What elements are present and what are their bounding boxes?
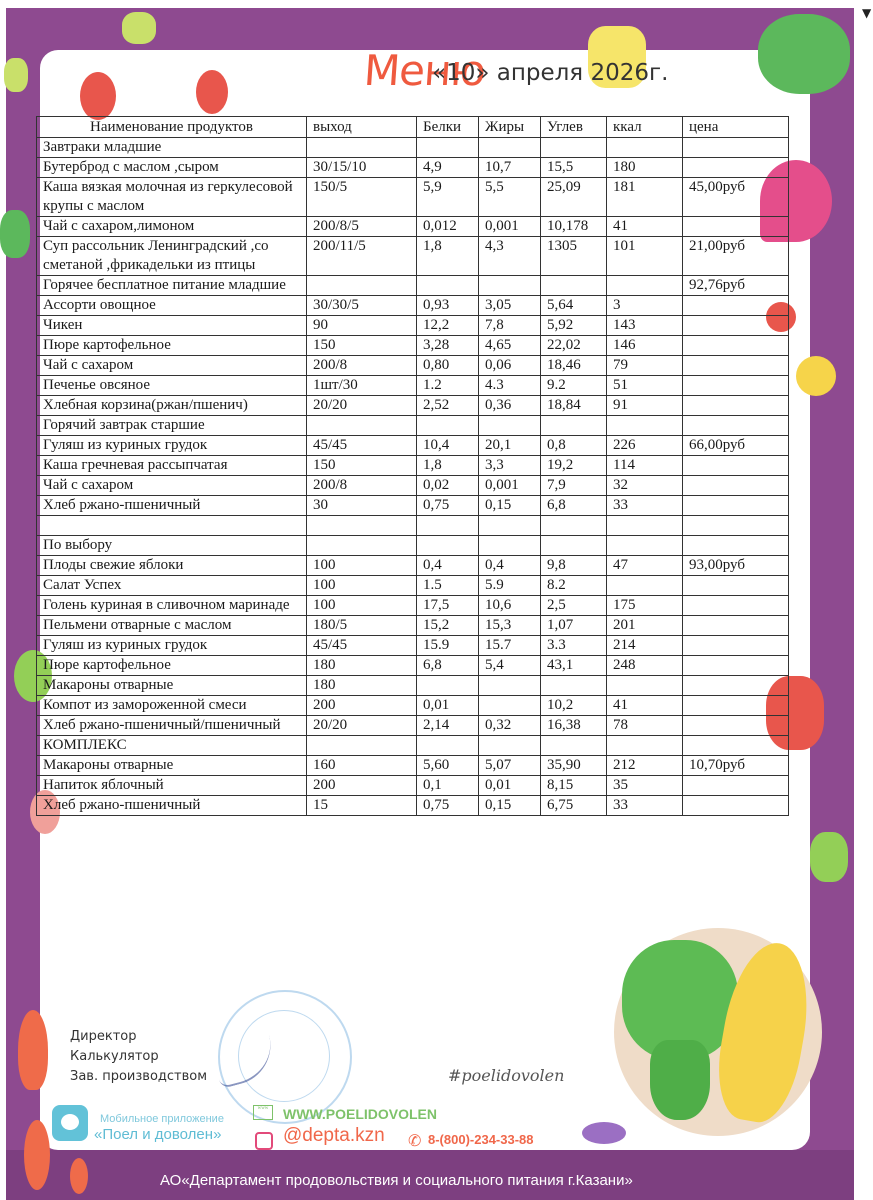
mobile-app-caption: Мобильное приложение — [100, 1113, 224, 1125]
protein-cell: 1,8 — [417, 237, 479, 276]
kcal-cell: 143 — [607, 316, 683, 336]
fat-cell — [479, 138, 541, 158]
output-cell — [307, 536, 417, 556]
protein-cell — [417, 416, 479, 436]
carbs-cell: 1,07 — [541, 616, 607, 636]
instagram-icon — [255, 1132, 273, 1150]
protein-cell: 0,1 — [417, 776, 479, 796]
protein-cell: 0,01 — [417, 696, 479, 716]
empty-cell — [683, 516, 789, 536]
cucumber-slice-icon — [758, 14, 850, 94]
protein-cell: 15.9 — [417, 636, 479, 656]
price-cell — [683, 396, 789, 416]
item-name: Голень куриная в сливочном маринаде — [37, 596, 307, 616]
price-cell: 66,00руб — [683, 436, 789, 456]
menu-table — [36, 116, 789, 816]
kcal-cell — [607, 576, 683, 596]
fat-cell: 5,4 — [479, 656, 541, 676]
item-name: Пюре картофельное — [37, 336, 307, 356]
empty-cell — [541, 516, 607, 536]
output-cell — [307, 416, 417, 436]
website-icon: www — [253, 1105, 273, 1120]
item-name: Пюре картофельное — [37, 656, 307, 676]
price-cell — [683, 336, 789, 356]
table-row — [37, 436, 789, 456]
carbs-cell: 5,92 — [541, 316, 607, 336]
fat-cell: 15.7 — [479, 636, 541, 656]
empty-cell — [37, 516, 307, 536]
section-row — [37, 736, 789, 756]
fat-cell: 3,05 — [479, 296, 541, 316]
price-cell — [683, 496, 789, 516]
item-name: Пельмени отварные с маслом — [37, 616, 307, 636]
candy-character-icon — [582, 1122, 626, 1144]
carbs-cell: 43,1 — [541, 656, 607, 676]
table-row — [37, 676, 789, 696]
fat-cell — [479, 676, 541, 696]
output-cell: 200/11/5 — [307, 237, 417, 276]
table-row — [37, 696, 789, 716]
fat-cell: 5,5 — [479, 178, 541, 217]
organization-name: АО«Департамент продовольствия и социального питания г.Казани» — [160, 1172, 633, 1189]
fat-cell: 5,07 — [479, 756, 541, 776]
kcal-cell: 248 — [607, 656, 683, 676]
carbs-cell: 10,2 — [541, 696, 607, 716]
kcal-cell: 33 — [607, 496, 683, 516]
column-header-price: цена — [683, 117, 789, 138]
price-cell: 45,00руб — [683, 178, 789, 217]
item-name: Хлебная корзина(ржан/пшенич) — [37, 396, 307, 416]
section-title: Горячее бесплатное питание младшие — [37, 276, 307, 296]
item-name: Компот из замороженной смеси — [37, 696, 307, 716]
table-row — [37, 456, 789, 476]
protein-cell: 5,9 — [417, 178, 479, 217]
output-cell: 30/30/5 — [307, 296, 417, 316]
price-cell — [683, 296, 789, 316]
empty-row — [37, 516, 789, 536]
column-header-name: Наименование продуктов — [37, 117, 307, 138]
protein-cell: 2,52 — [417, 396, 479, 416]
carbs-cell — [541, 138, 607, 158]
output-cell: 180 — [307, 676, 417, 696]
fat-cell: 4,65 — [479, 336, 541, 356]
output-cell: 15 — [307, 796, 417, 816]
kcal-cell: 201 — [607, 616, 683, 636]
output-cell — [307, 138, 417, 158]
fat-cell — [479, 536, 541, 556]
scan-edge-mark: ▼ — [862, 6, 872, 20]
kcal-cell: 114 — [607, 456, 683, 476]
item-name: Каша вязкая молочная из геркулесовой крупы с маслом — [37, 178, 307, 217]
item-name: Макароны отварные — [37, 676, 307, 696]
price-cell — [683, 736, 789, 756]
carbs-cell: 25,09 — [541, 178, 607, 217]
carbs-cell: 18,46 — [541, 356, 607, 376]
lettuce-decoration-icon — [122, 12, 156, 44]
price-cell — [683, 376, 789, 396]
kcal-cell: 32 — [607, 476, 683, 496]
kcal-cell — [607, 736, 683, 756]
empty-cell — [307, 516, 417, 536]
protein-cell: 5,60 — [417, 756, 479, 776]
output-cell: 200/8 — [307, 356, 417, 376]
output-cell: 90 — [307, 316, 417, 336]
protein-cell: 6,8 — [417, 656, 479, 676]
kcal-cell: 91 — [607, 396, 683, 416]
kcal-cell: 214 — [607, 636, 683, 656]
menu-title: Меню — [362, 46, 487, 95]
output-cell: 180 — [307, 656, 417, 676]
protein-cell: 0,75 — [417, 796, 479, 816]
table-row — [37, 237, 789, 276]
table-row — [37, 178, 789, 217]
table-row — [37, 796, 789, 816]
signature-block — [70, 1027, 207, 1087]
menu-table-body — [37, 138, 789, 816]
carbs-cell: 19,2 — [541, 456, 607, 476]
carbs-cell: 10,178 — [541, 217, 607, 237]
output-cell: 100 — [307, 556, 417, 576]
protein-cell: 0,93 — [417, 296, 479, 316]
fat-cell: 20,1 — [479, 436, 541, 456]
section-row — [37, 416, 789, 436]
carrot-character-icon — [70, 1158, 88, 1194]
protein-cell: 0,02 — [417, 476, 479, 496]
table-row — [37, 756, 789, 776]
carbs-cell: 22,02 — [541, 336, 607, 356]
protein-cell: 12,2 — [417, 316, 479, 336]
table-row — [37, 217, 789, 237]
website-link[interactable]: WWW.POELIDOVOLEN — [283, 1106, 437, 1122]
output-cell: 200 — [307, 776, 417, 796]
carbs-cell: 6,75 — [541, 796, 607, 816]
item-name: Бутерброд с маслом ,сыром — [37, 158, 307, 178]
fat-cell: 4,3 — [479, 237, 541, 276]
carbs-cell: 15,5 — [541, 158, 607, 178]
carrot-character-icon — [24, 1120, 50, 1190]
protein-cell — [417, 276, 479, 296]
fat-cell: 0,4 — [479, 556, 541, 576]
fat-cell — [479, 696, 541, 716]
table-row — [37, 376, 789, 396]
output-cell: 100 — [307, 576, 417, 596]
output-cell: 150 — [307, 456, 417, 476]
kcal-cell: 79 — [607, 356, 683, 376]
fat-cell: 4.3 — [479, 376, 541, 396]
price-cell: 93,00руб — [683, 556, 789, 576]
kcal-cell: 78 — [607, 716, 683, 736]
smiley-character-icon — [796, 356, 836, 396]
protein-cell — [417, 138, 479, 158]
section-title: Завтраки младшие — [37, 138, 307, 158]
kcal-cell: 181 — [607, 178, 683, 217]
kcal-cell — [607, 676, 683, 696]
table-row — [37, 576, 789, 596]
price-cell: 21,00руб — [683, 237, 789, 276]
kcal-cell: 175 — [607, 596, 683, 616]
section-row — [37, 138, 789, 158]
carbs-cell: 16,38 — [541, 716, 607, 736]
output-cell: 200/8/5 — [307, 217, 417, 237]
protein-cell: 15,2 — [417, 616, 479, 636]
protein-cell — [417, 736, 479, 756]
table-row — [37, 496, 789, 516]
carbs-cell — [541, 736, 607, 756]
protein-cell — [417, 536, 479, 556]
fat-cell: 0,15 — [479, 796, 541, 816]
price-cell — [683, 138, 789, 158]
item-name: Чай с сахаром — [37, 356, 307, 376]
output-cell: 30/15/10 — [307, 158, 417, 178]
carbs-cell: 5,64 — [541, 296, 607, 316]
protein-cell: 10,4 — [417, 436, 479, 456]
table-row — [37, 476, 789, 496]
output-cell: 20/20 — [307, 716, 417, 736]
item-name: Чай с сахаром — [37, 476, 307, 496]
tomato-character-icon — [80, 72, 116, 120]
price-cell — [683, 158, 789, 178]
carbs-cell: 0,8 — [541, 436, 607, 456]
fat-cell: 7,8 — [479, 316, 541, 336]
kcal-cell: 41 — [607, 696, 683, 716]
item-name: Салат Успех — [37, 576, 307, 596]
column-header-carbs: Углев — [541, 117, 607, 138]
price-cell — [683, 456, 789, 476]
carbs-cell: 9.2 — [541, 376, 607, 396]
hashtag-text: #poelidovolen — [448, 1066, 565, 1085]
phone-number[interactable]: 8-(800)-234-33-88 — [428, 1132, 534, 1147]
kcal-cell: 51 — [607, 376, 683, 396]
table-row — [37, 158, 789, 178]
item-name: Хлеб ржано-пшеничный — [37, 796, 307, 816]
empty-cell — [607, 516, 683, 536]
mobile-app-name: «Поел и доволен» — [94, 1126, 222, 1143]
output-cell: 45/45 — [307, 636, 417, 656]
fat-cell: 5.9 — [479, 576, 541, 596]
price-cell: 92,76руб — [683, 276, 789, 296]
director-label: Директор — [70, 1029, 137, 1044]
price-cell — [683, 356, 789, 376]
price-cell — [683, 416, 789, 436]
table-row — [37, 296, 789, 316]
table-row — [37, 776, 789, 796]
kcal-cell — [607, 416, 683, 436]
carbs-cell — [541, 536, 607, 556]
kcal-cell: 146 — [607, 336, 683, 356]
carbs-cell: 3.3 — [541, 636, 607, 656]
output-cell: 100 — [307, 596, 417, 616]
carbs-cell: 8.2 — [541, 576, 607, 596]
empty-cell — [479, 516, 541, 536]
output-cell: 30 — [307, 496, 417, 516]
price-cell — [683, 536, 789, 556]
protein-cell: 0,75 — [417, 496, 479, 516]
kcal-cell: 33 — [607, 796, 683, 816]
price-cell — [683, 476, 789, 496]
calculator-label: Калькулятор — [70, 1049, 159, 1064]
table-row — [37, 616, 789, 636]
output-cell: 150/5 — [307, 178, 417, 217]
lettuce-decoration-icon — [4, 58, 28, 92]
menu-date: «10» апреля 2026г. — [432, 60, 669, 86]
fat-cell: 10,6 — [479, 596, 541, 616]
table-header-row — [37, 117, 789, 138]
phone-icon: ✆ — [408, 1131, 422, 1150]
kcal-cell: 101 — [607, 237, 683, 276]
fat-cell: 0,32 — [479, 716, 541, 736]
kcal-cell: 47 — [607, 556, 683, 576]
table-row — [37, 356, 789, 376]
column-header-fat: Жиры — [479, 117, 541, 138]
fat-cell: 0,001 — [479, 217, 541, 237]
price-cell — [683, 636, 789, 656]
fat-cell: 0,15 — [479, 496, 541, 516]
item-name: Печенье овсяное — [37, 376, 307, 396]
fat-cell: 10,7 — [479, 158, 541, 178]
price-cell — [683, 776, 789, 796]
fat-cell: 0,36 — [479, 396, 541, 416]
item-name: Чикен — [37, 316, 307, 336]
fat-cell — [479, 416, 541, 436]
price-cell — [683, 656, 789, 676]
price-cell — [683, 716, 789, 736]
section-row — [37, 276, 789, 296]
price-cell — [683, 596, 789, 616]
section-row — [37, 536, 789, 556]
protein-cell: 17,5 — [417, 596, 479, 616]
protein-cell: 1.5 — [417, 576, 479, 596]
table-row — [37, 636, 789, 656]
protein-cell: 2,14 — [417, 716, 479, 736]
fat-cell — [479, 736, 541, 756]
carbs-cell: 8,15 — [541, 776, 607, 796]
kcal-cell — [607, 276, 683, 296]
section-title: КОМПЛЕКС — [37, 736, 307, 756]
item-name: Макароны отварные — [37, 756, 307, 776]
protein-cell: 3,28 — [417, 336, 479, 356]
output-cell: 180/5 — [307, 616, 417, 636]
table-row — [37, 316, 789, 336]
production-head-label: Зав. производством — [70, 1069, 208, 1084]
table-row — [37, 596, 789, 616]
table-row — [37, 396, 789, 416]
column-header-protein: Белки — [417, 117, 479, 138]
price-cell — [683, 676, 789, 696]
instagram-link[interactable]: @depta.kzn — [283, 1125, 385, 1146]
protein-cell: 4,9 — [417, 158, 479, 178]
kcal-cell: 226 — [607, 436, 683, 456]
fat-cell — [479, 276, 541, 296]
lettuce-decoration-icon — [0, 210, 30, 258]
protein-cell: 0,4 — [417, 556, 479, 576]
output-cell: 45/45 — [307, 436, 417, 456]
carbs-cell: 1305 — [541, 237, 607, 276]
table-row — [37, 656, 789, 676]
item-name: Гуляш из куриных грудок — [37, 636, 307, 656]
tomato-character-icon — [196, 70, 228, 114]
column-header-output: выход — [307, 117, 417, 138]
column-header-kcal: ккал — [607, 117, 683, 138]
protein-cell: 0,80 — [417, 356, 479, 376]
kcal-cell: 212 — [607, 756, 683, 776]
item-name: Каша гречневая рассыпчатая — [37, 456, 307, 476]
kcal-cell — [607, 536, 683, 556]
carbs-cell: 9,8 — [541, 556, 607, 576]
fat-cell: 0,001 — [479, 476, 541, 496]
price-cell — [683, 316, 789, 336]
fat-cell: 3,3 — [479, 456, 541, 476]
carbs-cell: 7,9 — [541, 476, 607, 496]
output-cell: 160 — [307, 756, 417, 776]
kcal-cell: 180 — [607, 158, 683, 178]
empty-cell — [417, 516, 479, 536]
protein-cell: 1,8 — [417, 456, 479, 476]
carbs-cell: 2,5 — [541, 596, 607, 616]
price-cell — [683, 696, 789, 716]
output-cell: 1шт/30 — [307, 376, 417, 396]
kcal-cell: 3 — [607, 296, 683, 316]
kcal-cell: 35 — [607, 776, 683, 796]
item-name: Хлеб ржано-пшеничный — [37, 496, 307, 516]
carbs-cell — [541, 416, 607, 436]
fat-cell: 0,01 — [479, 776, 541, 796]
output-cell — [307, 736, 417, 756]
output-cell: 20/20 — [307, 396, 417, 416]
carbs-cell: 35,90 — [541, 756, 607, 776]
price-cell — [683, 796, 789, 816]
output-cell — [307, 276, 417, 296]
table-row — [37, 716, 789, 736]
price-cell — [683, 616, 789, 636]
item-name: Чай с сахаром,лимоном — [37, 217, 307, 237]
output-cell: 200 — [307, 696, 417, 716]
table-row — [37, 556, 789, 576]
item-name: Плоды свежие яблоки — [37, 556, 307, 576]
fat-cell: 15,3 — [479, 616, 541, 636]
carrot-character-icon — [18, 1010, 48, 1090]
fat-cell: 0,06 — [479, 356, 541, 376]
item-name: Гуляш из куриных грудок — [37, 436, 307, 456]
section-title: По выбору — [37, 536, 307, 556]
price-cell — [683, 217, 789, 237]
price-cell: 10,70руб — [683, 756, 789, 776]
item-name: Хлеб ржано-пшеничный/пшеничный — [37, 716, 307, 736]
lettuce-decoration-icon — [810, 832, 848, 882]
kcal-cell: 41 — [607, 217, 683, 237]
output-cell: 200/8 — [307, 476, 417, 496]
section-title: Горячий завтрак старшие — [37, 416, 307, 436]
item-name: Ассорти овощное — [37, 296, 307, 316]
kcal-cell — [607, 138, 683, 158]
item-name: Суп рассольник Ленинградский ,со сметаной ,фрикадельки из птицы — [37, 237, 307, 276]
carbs-cell: 6,8 — [541, 496, 607, 516]
price-cell — [683, 576, 789, 596]
protein-cell: 1.2 — [417, 376, 479, 396]
carbs-cell — [541, 676, 607, 696]
protein-cell — [417, 676, 479, 696]
broccoli-stem-icon — [650, 1040, 710, 1120]
carbs-cell — [541, 276, 607, 296]
table-row — [37, 336, 789, 356]
carbs-cell: 18,84 — [541, 396, 607, 416]
item-name: Напиток яблочный — [37, 776, 307, 796]
mobile-app-icon — [52, 1105, 88, 1141]
protein-cell: 0,012 — [417, 217, 479, 237]
output-cell: 150 — [307, 336, 417, 356]
